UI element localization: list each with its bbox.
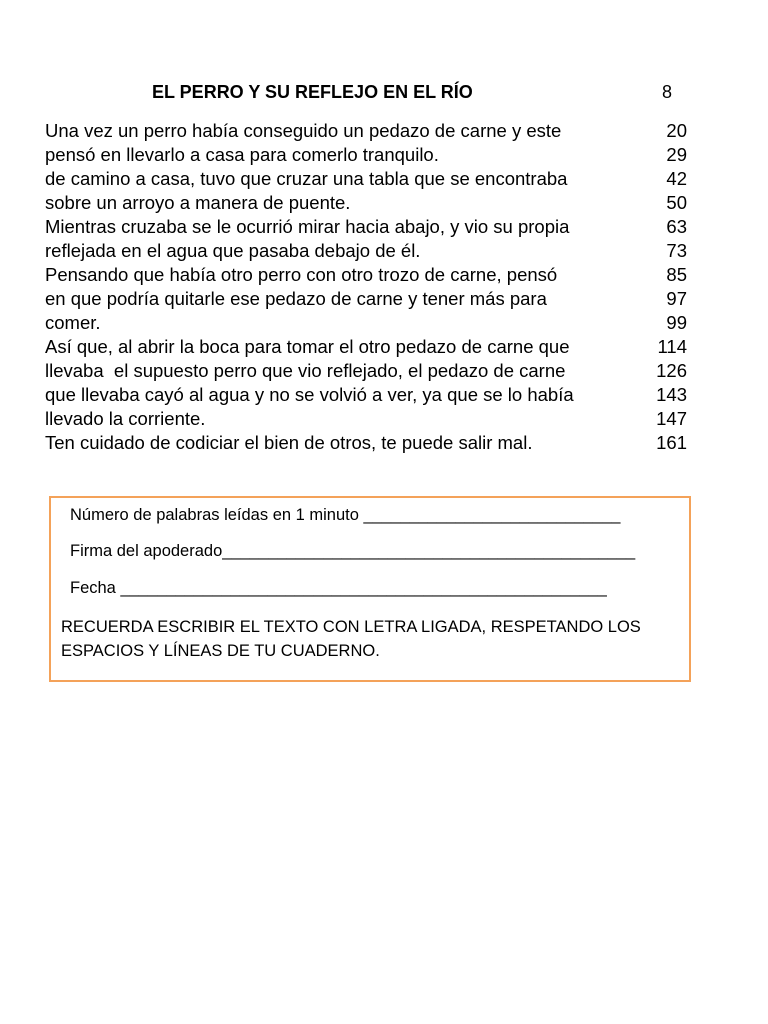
story-line-count: 42 (666, 168, 687, 189)
title-word-count: 8 (661, 82, 672, 102)
story-line (45, 215, 695, 239)
story-line-count: 20 (666, 120, 687, 141)
story-line-count: 50 (666, 192, 687, 213)
story-line-text: llevaba el supuesto perro que vio reflejado, el pedazo de carne (45, 360, 566, 381)
story-line-count: 143 (656, 384, 687, 405)
story-line-count: 114 (657, 336, 687, 357)
story-line-count: 99 (666, 312, 687, 333)
story-text (45, 119, 695, 455)
story-line (45, 383, 695, 407)
story-line-text: Así que, al abrir la boca para tomar el otro pedazo de carne que (45, 336, 570, 357)
story-line (45, 119, 695, 143)
story-line-count: 85 (666, 264, 687, 285)
story-line (45, 167, 695, 191)
story-line-count: 63 (666, 216, 687, 237)
story-line (45, 335, 695, 359)
story-line-text: reflejada en el agua que pasaba debajo de él. (45, 240, 421, 261)
story-line (45, 407, 695, 431)
writing-reminder: RECUERDA ESCRIBIR EL TEXTO CON LETRA LIGADA, RESPETANDO LOS ESPACIOS Y LÍNEAS DE TU CUADERNO. (61, 618, 641, 660)
story-line-text: comer. (45, 312, 101, 333)
story-line-text: de camino a casa, tuvo que cruzar una tabla que se encontraba (45, 168, 568, 189)
story-line (45, 359, 695, 383)
story-line-count: 73 (666, 240, 687, 261)
story-line-text: Mientras cruzaba se le ocurrió mirar hacia abajo, y vio su propia (45, 216, 570, 237)
story-title: EL PERRO Y SU REFLEJO EN EL RÍO (152, 82, 473, 102)
story-line (45, 143, 695, 167)
story-line-text: pensó en llevarlo a casa para comerlo tranquilo. (45, 144, 439, 165)
story-line-count: 126 (656, 360, 687, 381)
story-line-count: 97 (666, 288, 687, 309)
story-line-count: 147 (656, 408, 687, 429)
guardian-signature-field: Firma del apoderado_____________________________________________ (70, 542, 636, 560)
date-field: Fecha _____________________________________________________ (70, 579, 607, 597)
reading-record-box (49, 496, 691, 682)
story-line (45, 239, 695, 263)
story-line-text: Ten cuidado de codiciar el bien de otros, te puede salir mal. (45, 432, 533, 453)
story-line-text: sobre un arroyo a manera de puente. (45, 192, 351, 213)
story-line (45, 431, 695, 455)
story-line-count: 29 (666, 144, 687, 165)
story-line (45, 311, 695, 335)
story-line-text: que llevaba cayó al agua y no se volvió a ver, ya que se lo había (45, 384, 574, 405)
story-line-text: Una vez un perro había conseguido un pedazo de carne y este (45, 120, 562, 141)
story-line (45, 191, 695, 215)
story-line (45, 263, 695, 287)
story-line (45, 287, 695, 311)
words-per-minute-field: Número de palabras leídas en 1 minuto ____________________________ (70, 506, 621, 524)
story-line-text: llevado la corriente. (45, 408, 206, 429)
story-line-count: 161 (656, 432, 687, 453)
story-line-text: Pensando que había otro perro con otro trozo de carne, pensó (45, 264, 558, 285)
story-line-text: en que podría quitarle ese pedazo de carne y tener más para (45, 288, 547, 309)
title-row (0, 80, 768, 104)
